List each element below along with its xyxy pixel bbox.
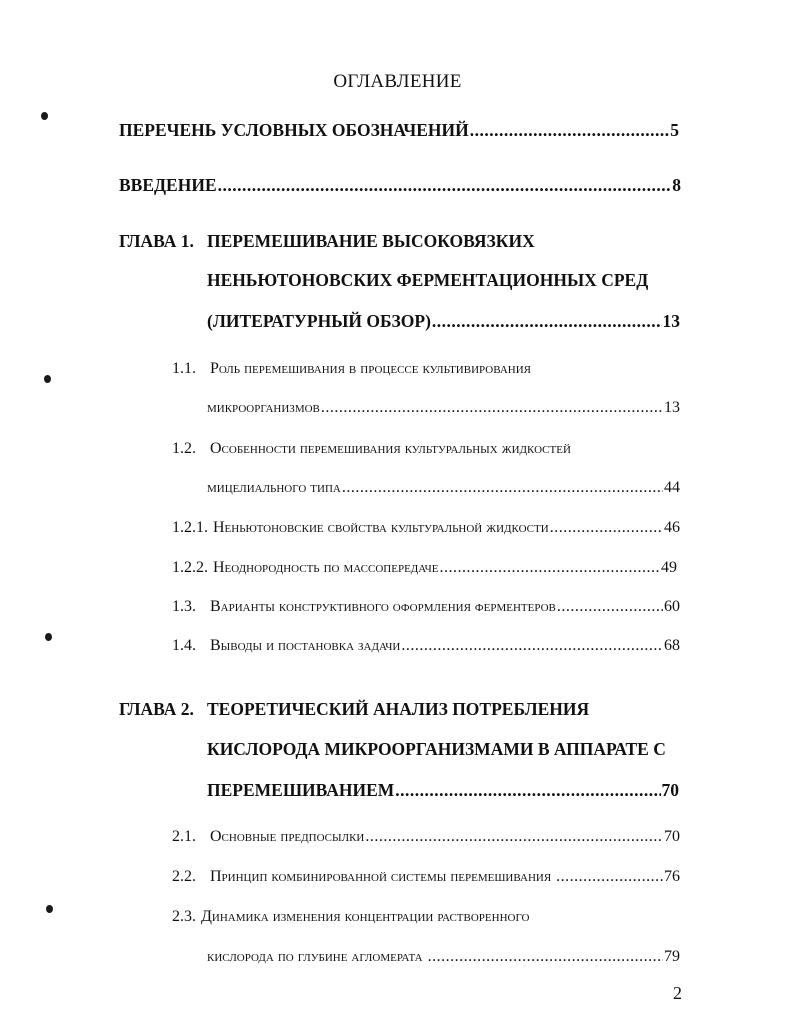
margin-dot [44, 375, 51, 383]
toc-page: 13 [664, 399, 680, 416]
page-title: ОГЛАВЛЕНИЕ [333, 71, 462, 92]
section-title-line: Принцип комбинированной системы перемешивания [210, 868, 552, 885]
section-title-line: Выводы и постановка задачи [210, 637, 401, 654]
chapter-number: ГЛАВА 1. [119, 231, 194, 251]
toc-page: 70 [664, 828, 680, 845]
toc-page: 60 [664, 598, 680, 615]
toc-leader [439, 559, 660, 577]
chapter-title-line: ТЕОРЕТИЧЕСКИЙ АНАЛИЗ ПОТРЕБЛЕНИЯ [207, 699, 590, 719]
toc-entry-introduction [119, 175, 681, 196]
section-title-line: микроорганизмов [207, 399, 320, 416]
toc-leader [321, 399, 663, 417]
toc-page: 70 [661, 780, 679, 800]
toc-page: 68 [664, 637, 680, 654]
toc-entry-section [172, 559, 677, 577]
section-title-line: Неоднородность по массопередаче [213, 559, 439, 576]
section-title-line: Неньютоновские свойства культуральной жидкости [213, 519, 549, 536]
toc-entry-abbreviations [119, 120, 679, 141]
toc-page: 46 [664, 519, 680, 536]
toc-page: 49 [661, 559, 677, 576]
toc-leader [557, 598, 663, 616]
toc-entry-section [207, 948, 680, 966]
toc-page: 79 [664, 948, 680, 965]
toc-leader [556, 868, 663, 886]
toc-page: 44 [664, 479, 680, 496]
margin-dot [46, 905, 53, 913]
toc-entry-text: ВВЕДЕНИЕ [119, 175, 217, 195]
section-title-line: мицелиального типа [207, 479, 341, 496]
toc-entry-section [207, 479, 680, 497]
toc-entry-chapter2 [207, 780, 679, 801]
section-number: 1.3. [172, 598, 196, 615]
page-number: 2 [673, 983, 682, 1003]
section-title-line: Динамика изменения концентрации растворенного [201, 908, 530, 925]
section-number: 1.1. [172, 360, 196, 377]
chapter-number: ГЛАВА 2. [119, 699, 194, 719]
chapter-title-line: КИСЛОРОДА МИКРООРГАНИЗМАМИ В АППАРАТЕ С [207, 739, 666, 759]
section-number: 1.2. [172, 440, 196, 457]
toc-entry-section [207, 399, 680, 417]
chapter-title-line: НЕНЬЮТОНОВСКИХ ФЕРМЕНТАЦИОННЫХ СРЕД [207, 270, 649, 290]
toc-entry-section [172, 828, 680, 846]
toc-entry-section [172, 598, 680, 616]
toc-page: 8 [672, 175, 681, 195]
toc-entry-chapter1 [207, 311, 680, 332]
section-title-line: Основные предпосылки [210, 828, 365, 845]
toc-leader [395, 780, 660, 801]
section-title-line: кислорода по глубине агломерата [207, 948, 423, 965]
toc-leader [401, 637, 663, 655]
section-title-line: Варианты конструктивного оформления ферментеров [210, 598, 556, 615]
toc-leader [342, 479, 663, 497]
toc-leader [365, 828, 663, 846]
section-title-line: Роль перемешивания в процессе культивирования [210, 360, 532, 377]
toc-leader [550, 519, 663, 537]
toc-entry-section [172, 519, 680, 537]
toc-entry-section [172, 868, 680, 886]
section-number: 1.4. [172, 637, 196, 654]
section-number: 1.2.1. [172, 519, 208, 536]
toc-entry-section [172, 637, 680, 655]
toc-page: 13 [662, 311, 680, 331]
chapter-title-line: (ЛИТЕРАТУРНЫЙ ОБЗОР) [207, 311, 431, 331]
toc-leader [432, 311, 662, 332]
toc-page: 5 [670, 120, 679, 140]
margin-dot [45, 633, 52, 641]
toc-leader [218, 175, 672, 196]
chapter-title-line: ПЕРЕМЕШИВАНИЕМ [207, 780, 395, 800]
toc-page: 76 [664, 868, 680, 885]
toc-leader [470, 120, 669, 141]
section-number: 2.1. [172, 828, 196, 845]
section-number: 2.3. [172, 908, 196, 925]
chapter-title-line: ПЕРЕМЕШИВАНИЕ ВЫСОКОВЯЗКИХ [207, 231, 535, 251]
section-number: 2.2. [172, 868, 196, 885]
margin-dot [41, 112, 48, 120]
section-number: 1.2.2. [172, 559, 208, 576]
toc-entry-text: ПЕРЕЧЕНЬ УСЛОВНЫХ ОБОЗНАЧЕНИЙ [119, 120, 469, 140]
section-title-line: Особенности перемешивания культуральных жидкостей [210, 440, 571, 457]
toc-leader [428, 948, 663, 966]
